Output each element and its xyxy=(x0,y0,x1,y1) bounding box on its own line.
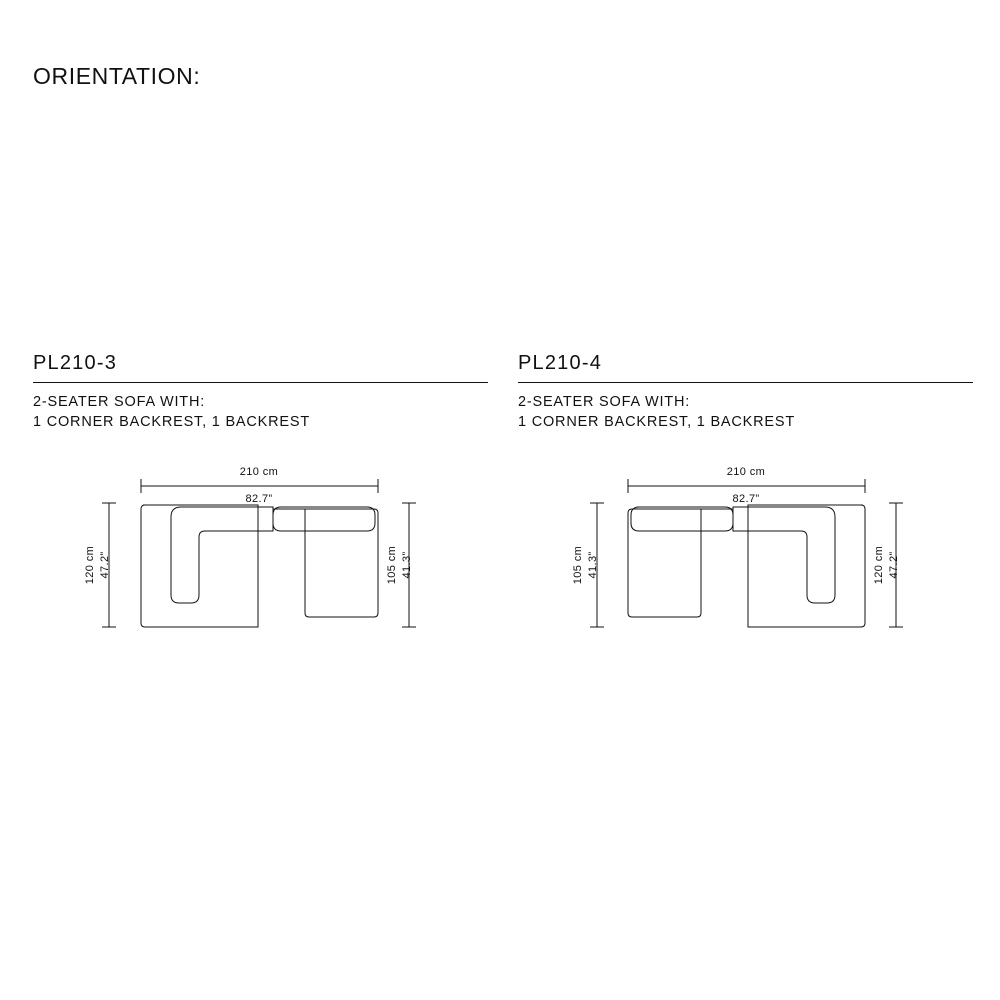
variant-description-line1: 2-SEATER SOFA WITH: xyxy=(518,394,691,410)
variant-block-pl210-3 xyxy=(33,352,488,432)
variant-description-line1: 2-SEATER SOFA WITH: xyxy=(33,394,206,410)
variant-description xyxy=(33,392,488,432)
diagram-pl210-3 xyxy=(33,455,488,675)
left-depth-label-in: 47.2” xyxy=(99,551,111,579)
divider xyxy=(33,382,488,383)
left-seat-outline xyxy=(628,509,733,617)
right-depth-label-cm: 105 cm xyxy=(386,545,398,585)
width-label-in: 82.7” xyxy=(245,493,273,505)
width-label-cm: 210 cm xyxy=(726,466,766,478)
width-label-cm: 210 cm xyxy=(239,466,279,478)
variant-description-line2: 1 CORNER BACKREST, 1 BACKREST xyxy=(33,414,311,430)
left-depth-label-cm: 120 cm xyxy=(84,545,96,585)
right-depth-label-in: 47.2” xyxy=(888,551,900,579)
left-backrest-outline xyxy=(631,507,733,531)
diagram-pl210-4 xyxy=(518,455,973,675)
width-label-in: 82.7” xyxy=(732,493,760,505)
right-depth-label-cm: 120 cm xyxy=(873,545,885,585)
variant-description-line2: 1 CORNER BACKREST, 1 BACKREST xyxy=(518,414,796,430)
variant-description xyxy=(518,392,973,432)
variant-code: PL210-3 xyxy=(33,352,118,374)
right-backrest-outline xyxy=(273,507,375,531)
left-depth-label-cm: 105 cm xyxy=(572,545,584,585)
variant-block-pl210-4 xyxy=(518,352,973,432)
left-depth-label-in: 41.3” xyxy=(587,551,599,579)
variant-code: PL210-4 xyxy=(518,352,603,374)
right-depth-label-in: 41.3” xyxy=(401,551,413,579)
divider xyxy=(518,382,973,383)
page-title: ORIENTATION: xyxy=(33,63,201,89)
right-seat-outline xyxy=(273,509,378,617)
